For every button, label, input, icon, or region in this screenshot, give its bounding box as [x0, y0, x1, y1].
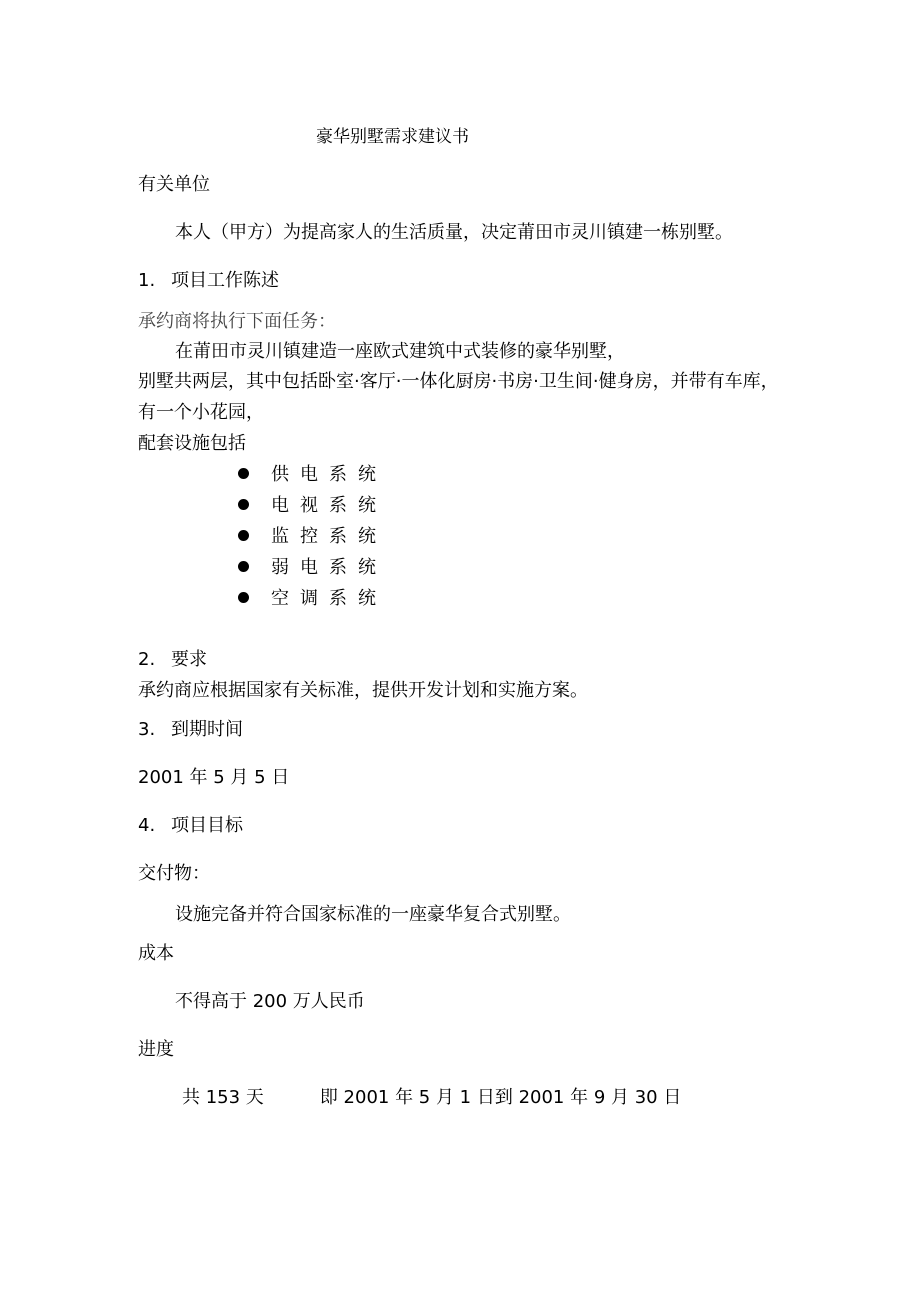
- section-2-title: 要求: [171, 649, 207, 670]
- section-4-title: 项目目标: [171, 815, 243, 836]
- section-2-number: 2.: [138, 649, 156, 670]
- schedule-days: 共 153 天: [182, 1087, 264, 1108]
- bullet-icon: [238, 468, 249, 479]
- section-3-title: 到期时间: [171, 719, 243, 740]
- schedule-label: 进度: [138, 1039, 174, 1060]
- task-line-1: 在莆田市灵川镇建造一座欧式建筑中式装修的豪华别墅，: [175, 341, 625, 362]
- due-date: 2001 年 5 月 5 日: [138, 767, 290, 788]
- facility-item: [238, 587, 387, 611]
- section-1-heading: [138, 269, 279, 293]
- document-title: 豪华别墅需求建议书: [316, 127, 469, 147]
- cost-label: 成本: [138, 943, 174, 964]
- section-4-heading: [138, 814, 243, 838]
- facility-label: 监控系统: [271, 526, 387, 547]
- section-2-heading: [138, 648, 207, 672]
- facility-label: 空调系统: [271, 588, 387, 609]
- facility-label: 弱电系统: [271, 557, 387, 578]
- deliverable-label: 交付物：: [138, 863, 210, 884]
- facility-item: [238, 525, 387, 549]
- bullet-icon: [238, 592, 249, 603]
- section-3-number: 3.: [138, 719, 156, 740]
- facility-item: [238, 494, 387, 518]
- intro-paragraph: 本人（甲方）为提高家人的生活质量，决定莆田市灵川镇建一栋别墅。: [175, 222, 733, 243]
- task-line-2: 别墅共两层，其中包括卧室·客厅·一体化厨房·书房·卫生间·健身房，并带有车库，: [138, 371, 779, 392]
- section-4-number: 4.: [138, 815, 156, 836]
- facility-label: 供电系统: [271, 464, 387, 485]
- cost-text: 不得高于 200 万人民币: [175, 991, 365, 1012]
- task-line-3: 有一个小花园，: [138, 402, 264, 423]
- bullet-icon: [238, 561, 249, 572]
- section-1-number: 1.: [138, 270, 156, 291]
- section-1-title: 项目工作陈述: [171, 270, 279, 291]
- task-label: 承约商将执行下面任务：: [138, 311, 336, 332]
- section-3-heading: [138, 718, 243, 742]
- schedule-line: [182, 1086, 681, 1110]
- addressee: 有关单位: [138, 174, 210, 195]
- task-line-4: 配套设施包括: [138, 433, 246, 454]
- facility-item: [238, 556, 387, 580]
- requirements-text: 承约商应根据国家有关标准，提供开发计划和实施方案。: [138, 680, 588, 701]
- deliverable-text: 设施完备并符合国家标准的一座豪华复合式别墅。: [175, 904, 571, 925]
- facility-item: [238, 463, 387, 487]
- facility-label: 电视系统: [271, 495, 387, 516]
- bullet-icon: [238, 530, 249, 541]
- bullet-icon: [238, 499, 249, 510]
- schedule-range: 即 2001 年 5 月 1 日到 2001 年 9 月 30 日: [319, 1087, 682, 1108]
